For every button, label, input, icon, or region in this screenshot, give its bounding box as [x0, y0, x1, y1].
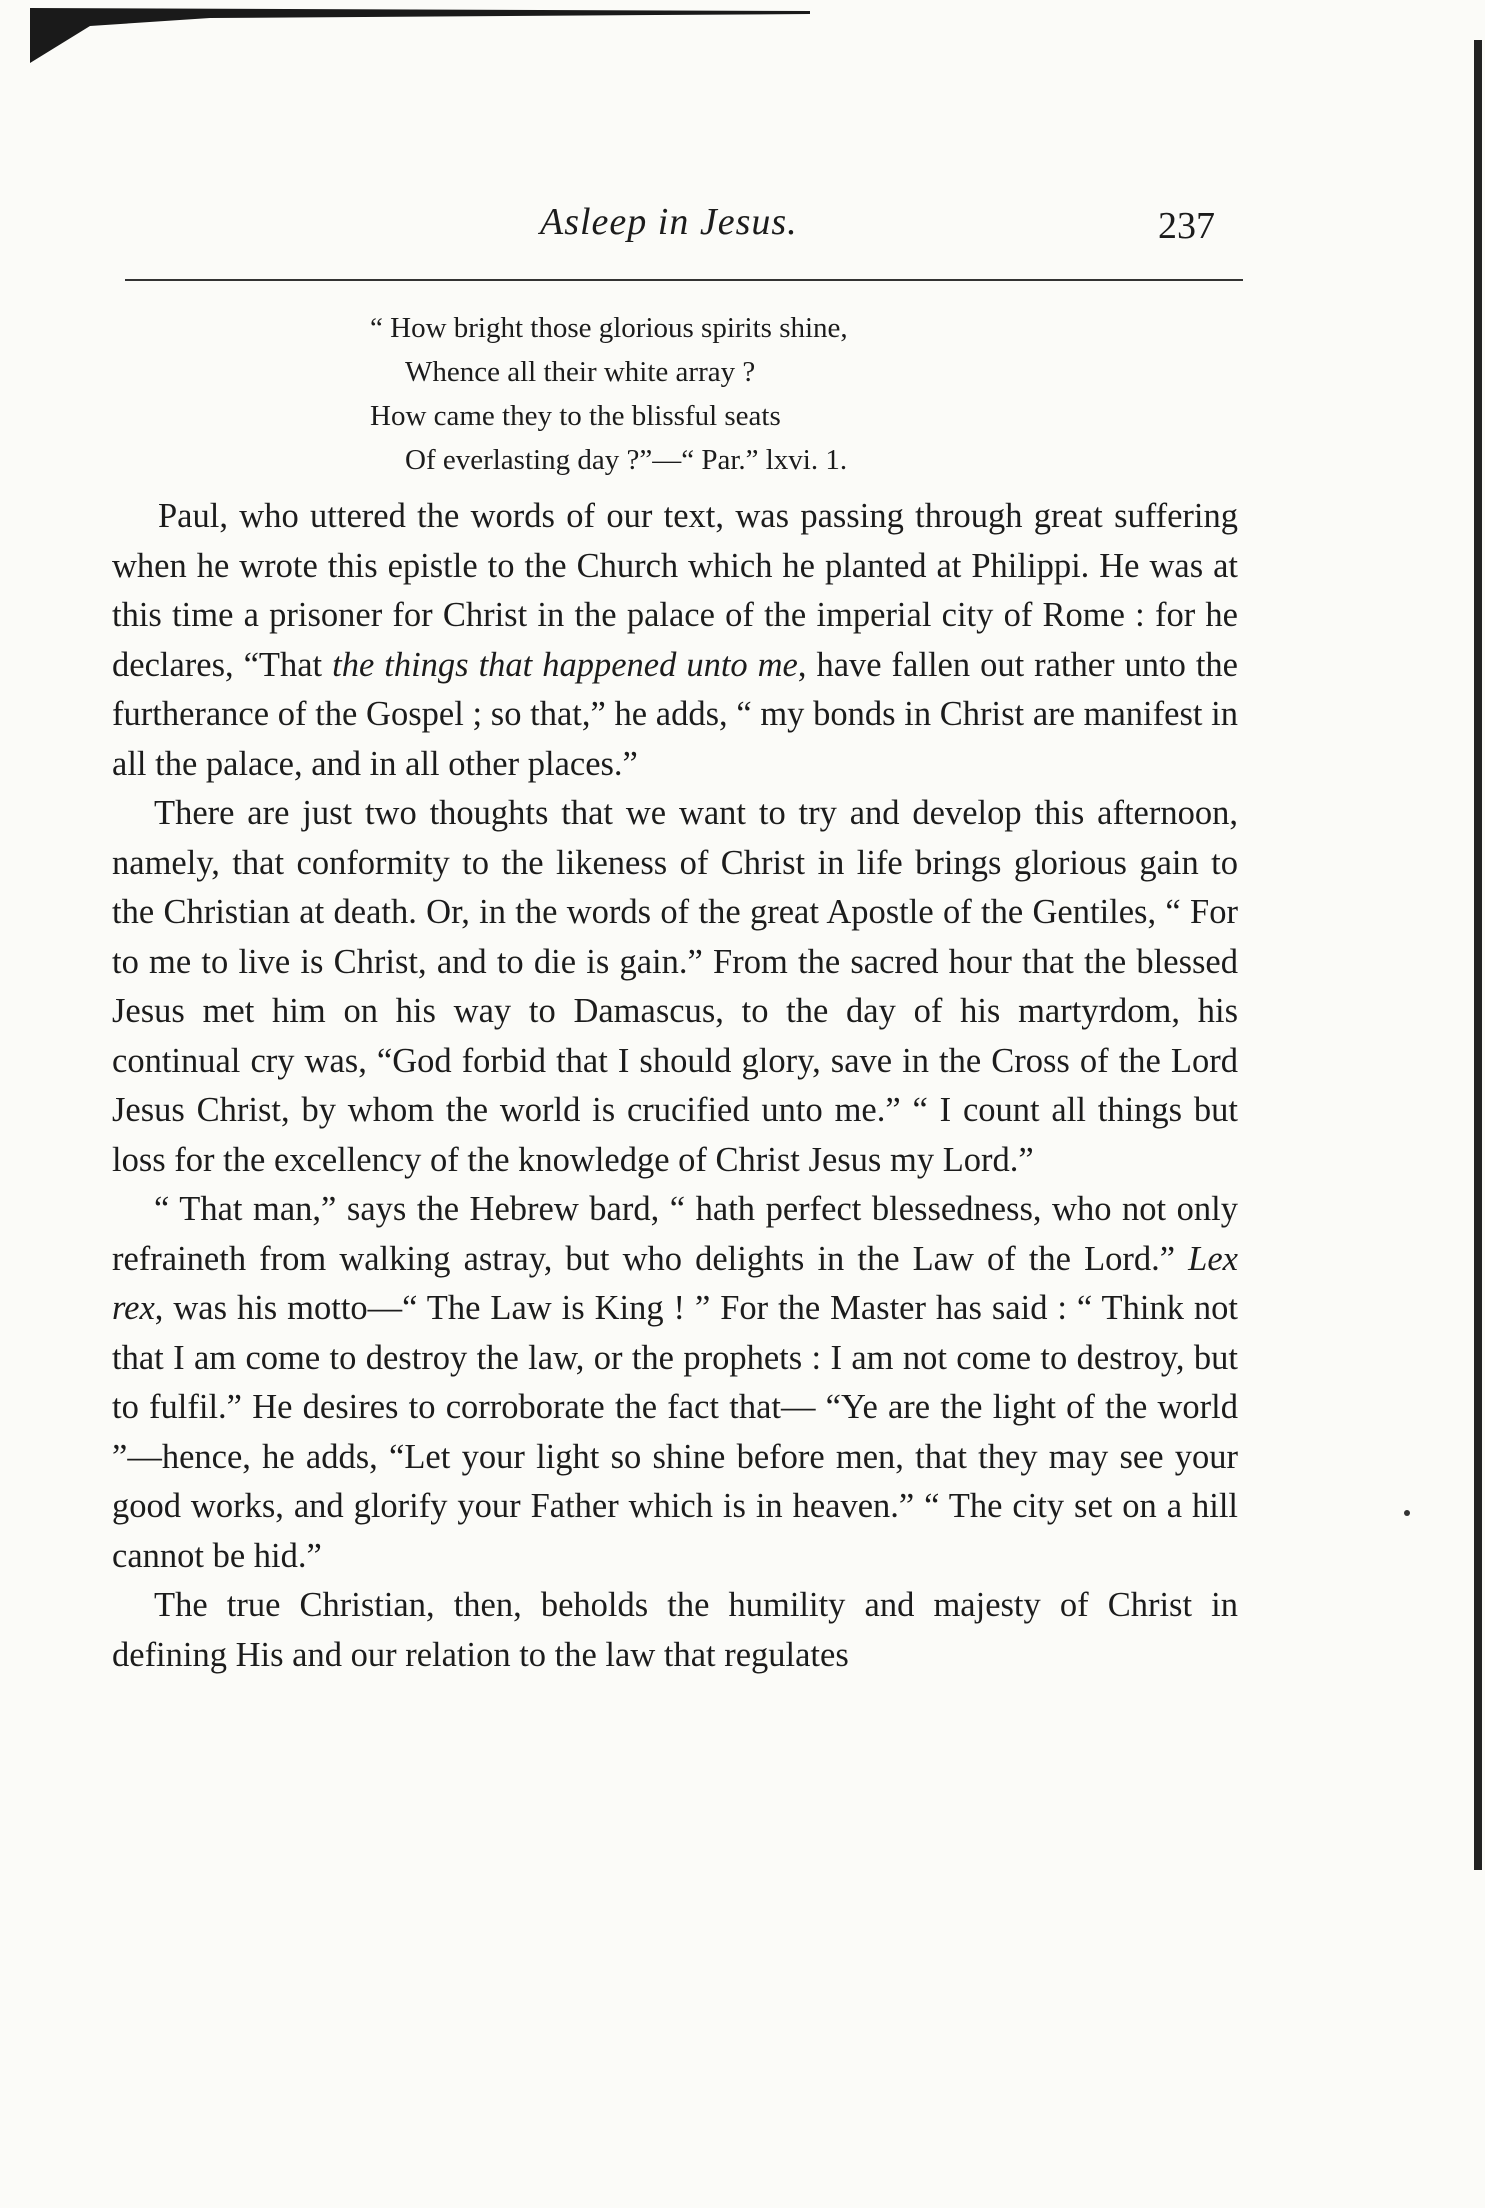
paragraph: There are just two thoughts that we want to try and develop this afternoon, namely, that conformity to the likeness of Christ in life brings glorious gain to the Christian at death. Or, in the words of the great Apostle of the Gentiles, “ For to me to live is Christ, and to die is gain.” From the sacred hour that the blessed Jesus met him on his way to Damascus, to the day of his martyrdom, his continual cry was, “God forbid that I should glory, save in the Cross of the Lord Jesus Christ, by whom the world is crucified unto me.” “ I count all things but loss for the excellency of the knowledge of Christ Jesus my Lord.” — [112, 794, 1238, 1179]
scan-speck — [1404, 1510, 1410, 1516]
scan-edge-mark — [30, 8, 810, 63]
paragraph-text: , was his motto—“ The Law is King ! ” For the Master has said : “ Think not that I am come to destroy the law, or the prophets : I am not come to destroy, but to fulfil.” He desires to corroborate the fact that— “Ye are the light of the world ”—hence, he adds, “Let your light so shine before men, that they may see your good works, and glorify your Father which is in heaven.” “ The city set on a hill cannot be hid.” — [112, 1289, 1238, 1575]
emphasis: the things that happened unto me — [332, 645, 798, 684]
paragraph-text: Paul, who uttered the words of our text, was passing through great suffering when he wrote this epistle to the Church which he planted at Philippi. He was at this time a prisoner for Christ in the palace of the imperial city of Rome : for he declares, “That — [112, 497, 1238, 684]
scan-page-edge — [1474, 40, 1482, 1870]
page-number: 237 — [1158, 205, 1215, 247]
header-rule — [125, 279, 1243, 281]
body-text — [112, 492, 1238, 1680]
epigraph — [370, 306, 1070, 482]
paragraph-text: “ That man,” says the Hebrew bard, “ hath perfect blessedness, who not only refraineth from walking astray, but who delights in the Law of the Lord.” — [112, 1190, 1238, 1278]
epigraph-line: How came they to the blissful seats — [370, 400, 781, 432]
epigraph-line: Whence all their white array ? — [405, 356, 756, 388]
running-head: Asleep in Jesus. — [540, 201, 798, 243]
epigraph-line: Of everlasting day ?”—“ Par.” lxvi. 1. — [405, 444, 848, 476]
paragraph — [112, 492, 1238, 789]
paragraph — [112, 1185, 1238, 1581]
epigraph-line: “ How bright those glorious spirits shine, — [370, 312, 848, 344]
emphasis: Lex rex — [112, 1239, 1238, 1327]
paragraph-text: , have fallen out rather unto the furtherance of the Gospel ; so that,” he adds, “ my bonds in Christ are manifest in all the palace, and in all other places.” — [112, 645, 1238, 783]
paragraph: The true Christian, then, beholds the humility and majesty of Christ in defining His and our relation to the law that regulates — [112, 1586, 1238, 1674]
